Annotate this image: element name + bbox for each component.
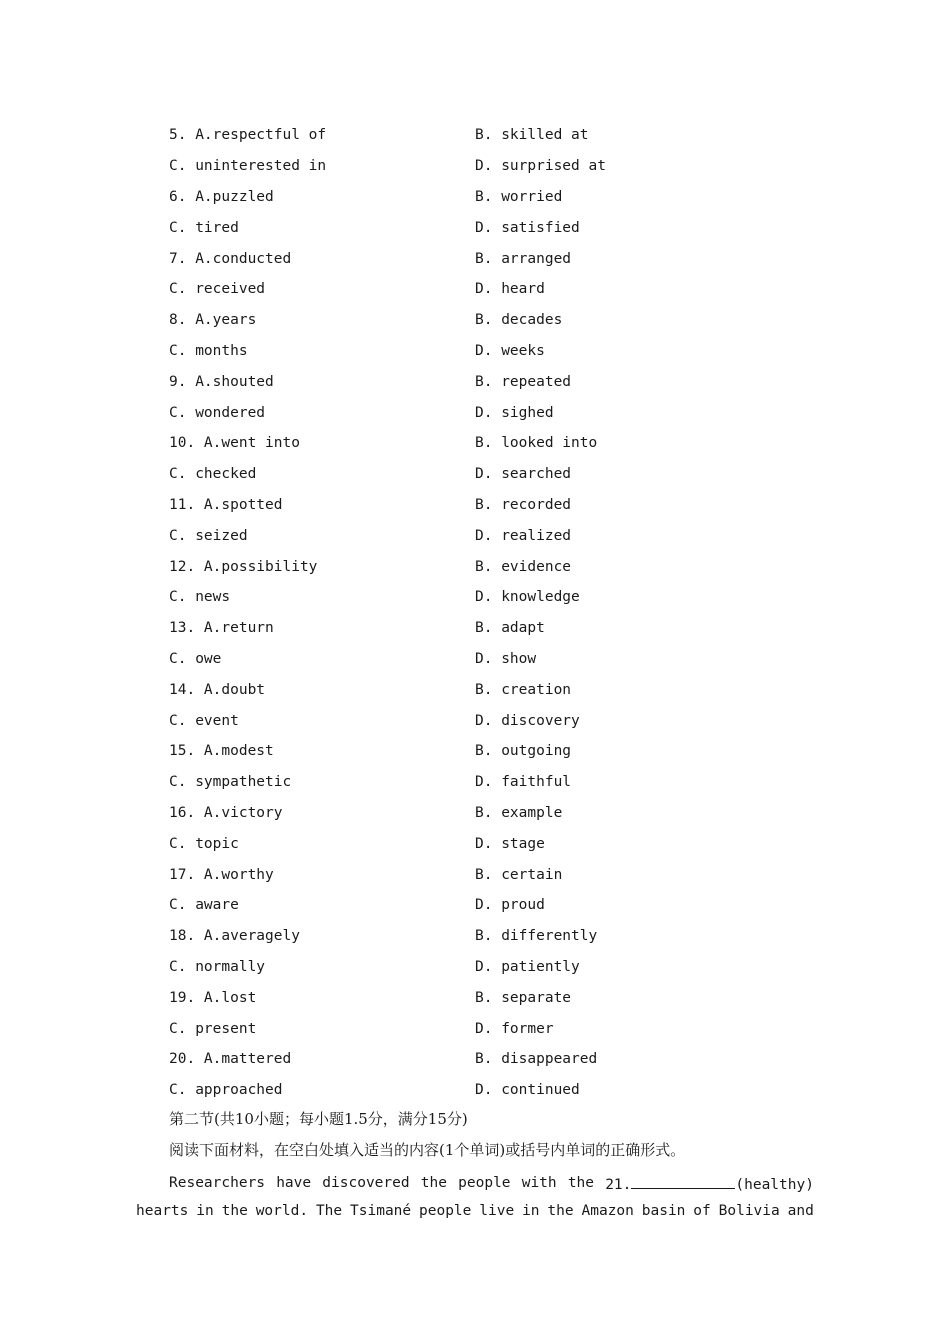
blank-number: 21. (605, 1176, 632, 1193)
option-row (169, 243, 809, 274)
option-left: C. topic (169, 835, 239, 852)
option-row (169, 120, 809, 151)
option-row (169, 582, 809, 613)
option-right: D. stage (475, 835, 545, 852)
option-left: C. seized (169, 527, 248, 544)
passage-word: of (693, 1203, 711, 1219)
option-left: C. owe (169, 650, 222, 667)
option-left: 8. A.years (169, 312, 257, 329)
passage-word: people (458, 1175, 511, 1191)
passage-word: Researchers (169, 1175, 266, 1191)
option-row (169, 366, 809, 397)
option-row (169, 397, 809, 428)
option-row (169, 859, 809, 890)
blank-hint: (healthy) (735, 1176, 814, 1193)
option-right: B. skilled at (475, 127, 589, 144)
option-right: B. differently (475, 928, 598, 945)
passage-word: and (787, 1203, 814, 1219)
option-left: 14. A.doubt (169, 681, 266, 698)
option-right: D. heard (475, 281, 545, 298)
option-row (169, 613, 809, 644)
option-left: C. checked (169, 466, 257, 483)
option-left: 18. A.averagely (169, 928, 300, 945)
option-left: 20. A.mattered (169, 1051, 292, 1068)
option-left: 5. A.respectful of (169, 127, 327, 144)
passage-word: the (221, 1203, 248, 1219)
option-row (169, 644, 809, 675)
passage-line-2 (136, 1197, 814, 1225)
passage-word: in (196, 1203, 214, 1219)
reading-passage (136, 1169, 814, 1225)
option-left: 11. A.spotted (169, 496, 283, 513)
option-right: B. arranged (475, 250, 572, 267)
option-left: 19. A.lost (169, 989, 257, 1006)
option-left: 9. A.shouted (169, 373, 274, 390)
option-row (169, 952, 809, 983)
passage-word: Tsimané (350, 1203, 412, 1219)
option-row (169, 520, 809, 551)
option-left: 13. A.return (169, 620, 274, 637)
option-left: C. uninterested in (169, 158, 327, 175)
option-row (169, 1044, 809, 1075)
option-right: B. disappeared (475, 1051, 598, 1068)
option-right: B. outgoing (475, 743, 572, 760)
passage-word: discovered (322, 1175, 410, 1191)
blank-group (605, 1174, 814, 1193)
option-row (169, 490, 809, 521)
option-right: B. creation (475, 681, 572, 698)
option-right: B. separate (475, 989, 572, 1006)
option-row (169, 459, 809, 490)
option-right: D. sighed (475, 404, 554, 421)
option-left: C. tired (169, 219, 239, 236)
passage-word: in (522, 1203, 540, 1219)
option-left: 17. A.worthy (169, 866, 274, 883)
option-right: D. faithful (475, 774, 572, 791)
option-left: 6. A.puzzled (169, 188, 274, 205)
option-left: 12. A.possibility (169, 558, 318, 575)
option-row (169, 705, 809, 736)
option-right: D. surprised at (475, 158, 606, 175)
option-right: B. worried (475, 188, 563, 205)
option-row (169, 828, 809, 859)
option-row (169, 736, 809, 767)
option-row (169, 182, 809, 213)
option-row (169, 767, 809, 798)
option-left: 16. A.victory (169, 804, 283, 821)
option-left: C. normally (169, 958, 266, 975)
option-left: C. event (169, 712, 239, 729)
option-left: 10. A.went into (169, 435, 300, 452)
answer-blank[interactable] (631, 1174, 735, 1189)
passage-word: live (479, 1203, 515, 1219)
option-left: C. news (169, 589, 231, 606)
option-left: C. received (169, 281, 266, 298)
option-row (169, 274, 809, 305)
passage-word: people (419, 1203, 472, 1219)
option-right: B. decades (475, 312, 563, 329)
option-row (169, 921, 809, 952)
passage-word: the (547, 1203, 574, 1219)
option-row (169, 982, 809, 1013)
passage-word: the (567, 1175, 595, 1191)
option-right: D. weeks (475, 342, 545, 359)
option-right: B. looked into (475, 435, 598, 452)
option-right: D. continued (475, 1082, 580, 1099)
option-left: 15. A.modest (169, 743, 274, 760)
passage-word: with (521, 1175, 557, 1191)
option-row (169, 798, 809, 829)
option-row (169, 336, 809, 367)
passage-line-1 (136, 1169, 814, 1197)
passage-word: world. (255, 1203, 309, 1219)
option-row (169, 890, 809, 921)
option-right: D. discovery (475, 712, 580, 729)
option-left: C. months (169, 342, 248, 359)
option-left: C. present (169, 1020, 257, 1037)
option-right: D. proud (475, 897, 545, 914)
option-row (169, 151, 809, 182)
option-row (169, 1013, 809, 1044)
option-right: D. searched (475, 466, 572, 483)
section-instruction: 阅读下面材料，在空白处填入适当的内容(1个单词)或括号内单词的正确形式。 (169, 1141, 686, 1159)
option-right: D. patiently (475, 958, 580, 975)
choice-options-list (169, 120, 809, 1106)
option-right: D. former (475, 1020, 554, 1037)
passage-word: have (276, 1175, 312, 1191)
passage-word: basin (641, 1203, 686, 1219)
option-left: C. wondered (169, 404, 266, 421)
option-row (169, 212, 809, 243)
option-right: D. satisfied (475, 219, 580, 236)
option-right: B. certain (475, 866, 563, 883)
option-row (169, 305, 809, 336)
option-right: B. adapt (475, 620, 545, 637)
passage-word: hearts (136, 1203, 189, 1219)
option-right: B. example (475, 804, 563, 821)
option-row (169, 1075, 809, 1106)
option-row (169, 674, 809, 705)
option-row (169, 551, 809, 582)
option-right: D. knowledge (475, 589, 580, 606)
option-right: B. recorded (475, 496, 572, 513)
passage-word: Amazon (581, 1203, 634, 1219)
passage-word: The (315, 1203, 343, 1219)
option-left: C. aware (169, 897, 239, 914)
option-left: C. sympathetic (169, 774, 292, 791)
option-right: B. repeated (475, 373, 572, 390)
section-title: 第二节(共10小题；每小题1.5分，满分15分) (169, 1110, 468, 1128)
option-left: 7. A.conducted (169, 250, 292, 267)
passage-word: the (420, 1175, 447, 1191)
passage-word: Bolivia (718, 1203, 780, 1219)
option-left: C. approached (169, 1082, 283, 1099)
option-row (169, 428, 809, 459)
option-right: B. evidence (475, 558, 572, 575)
option-right: D. realized (475, 527, 572, 544)
option-right: D. show (475, 650, 537, 667)
